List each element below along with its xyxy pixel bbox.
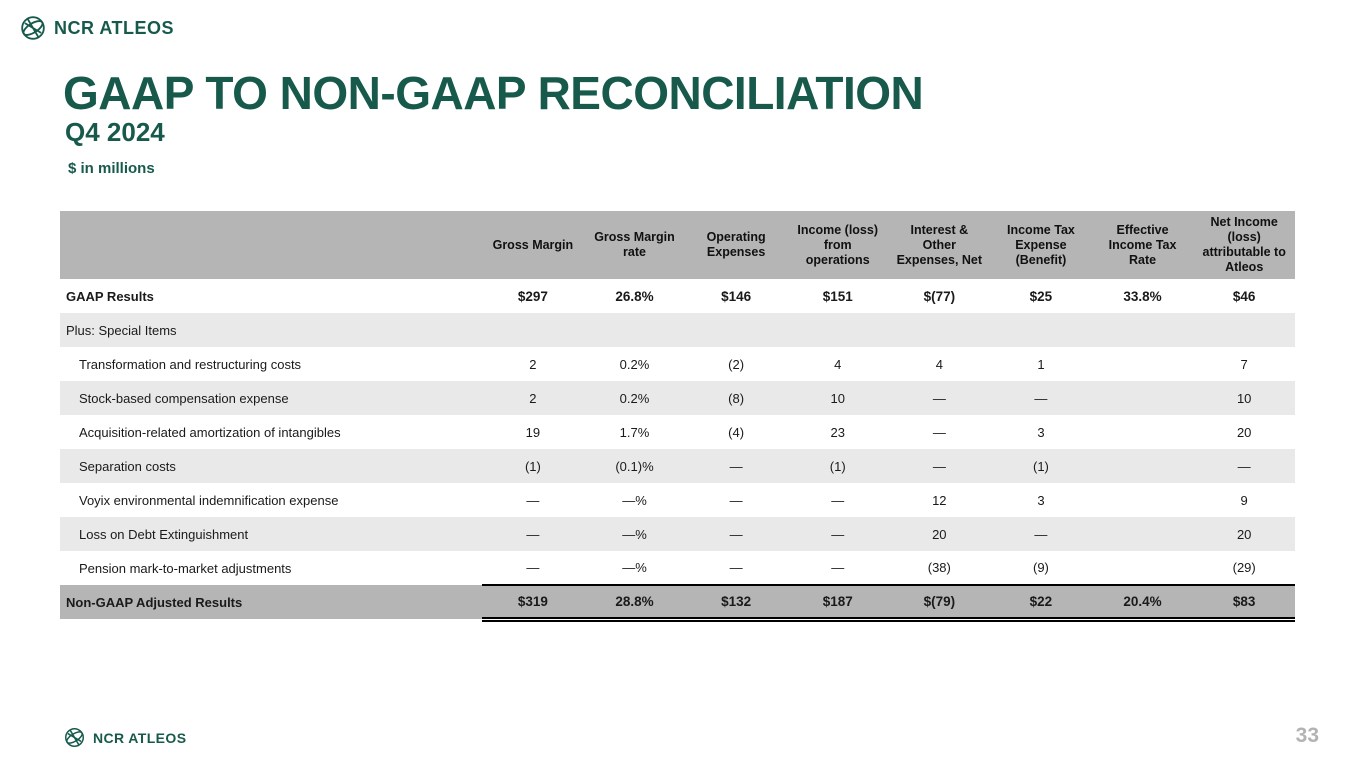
cell: (38) [927, 560, 951, 575]
row-label: GAAP Results [66, 288, 154, 304]
cell [584, 313, 686, 347]
page-title: GAAP TO NON-GAAP RECONCILIATION [63, 67, 924, 119]
cell [1092, 551, 1194, 585]
cell: (2) [728, 356, 745, 372]
cell: 1 [1037, 356, 1045, 372]
column-header: Gross Margin rate [584, 211, 686, 279]
row-label: Voyix environmental indemnification expense [79, 492, 339, 508]
cell: — [990, 517, 1092, 551]
brand-name: NCR ATLEOS [54, 17, 174, 38]
cell [990, 313, 1092, 347]
page-number: 33 [1295, 724, 1319, 747]
column-header: Gross Margin [482, 211, 584, 279]
table-row [60, 313, 1295, 347]
cell [1092, 483, 1194, 517]
row-label: Pension mark-to-market adjustments [79, 560, 292, 576]
cell: $146 [721, 288, 752, 304]
cell: — [889, 449, 991, 483]
row-label: Acquisition-related amortization of intangibles [79, 424, 341, 440]
cell: 19 [525, 424, 541, 440]
cell [1092, 381, 1194, 415]
cell: — [1193, 449, 1295, 483]
row-label: Loss on Debt Extinguishment [60, 517, 482, 551]
cell: $83 [1193, 585, 1295, 619]
cell [1092, 449, 1194, 483]
cell [1193, 313, 1295, 347]
cell: — [685, 449, 787, 483]
row-label: Stock-based compensation expense [60, 381, 482, 415]
brand-name: NCR ATLEOS [93, 729, 187, 746]
reconciliation-table [60, 211, 1295, 622]
cell: (1) [787, 449, 889, 483]
cell: —% [622, 492, 647, 508]
cell: 2 [482, 381, 584, 415]
reconciliation-table-wrap [60, 211, 1295, 622]
cell: — [685, 517, 787, 551]
table-row [60, 483, 1295, 517]
table-row [60, 279, 1295, 313]
cell: — [526, 560, 540, 575]
brand-logo-top [20, 15, 174, 41]
cell: (1) [990, 449, 1092, 483]
cell: $46 [1232, 288, 1256, 304]
cell: $151 [822, 288, 853, 304]
row-label: Non-GAAP Adjusted Results [60, 585, 482, 619]
cell [685, 313, 787, 347]
globe-icon [20, 15, 46, 41]
column-header: Net Income (loss) attributable to Atleos [1193, 211, 1295, 279]
cell: $187 [787, 585, 889, 619]
cell: $(77) [923, 288, 956, 304]
cell [1092, 517, 1194, 551]
cell: — [932, 424, 946, 440]
brand-logo-bottom [64, 727, 186, 748]
cell: 20 [1236, 424, 1252, 440]
cell: 26.8% [615, 288, 654, 304]
cell: — [889, 381, 991, 415]
cell: — [787, 517, 889, 551]
table-row [60, 347, 1295, 381]
table-row [60, 449, 1295, 483]
cell: 28.8% [584, 585, 686, 619]
cell: $25 [1029, 288, 1053, 304]
page-subtitle: Q4 2024 [65, 117, 165, 147]
cell [482, 313, 584, 347]
row-label: Transformation and restructuring costs [79, 356, 302, 372]
cell: — [831, 492, 845, 508]
row-label-column-header [60, 211, 482, 279]
cell: — [729, 560, 743, 575]
cell [1092, 313, 1194, 347]
table-row [60, 551, 1295, 585]
cell: 0.2% [619, 356, 650, 372]
cell: 20 [1193, 517, 1295, 551]
cell: (1) [482, 449, 584, 483]
table-row [60, 585, 1295, 619]
cell: $297 [517, 288, 548, 304]
cell: 9 [1240, 492, 1248, 508]
column-header: Income Tax Expense (Benefit) [990, 211, 1092, 279]
globe-icon [64, 727, 85, 748]
cell: (4) [728, 424, 745, 440]
cell: (0.1)% [584, 449, 686, 483]
cell: (9) [1032, 560, 1049, 575]
cell: 4 [935, 356, 943, 372]
cell: 7 [1240, 356, 1248, 372]
table-row [60, 415, 1295, 449]
cell: — [482, 517, 584, 551]
cell: —% [584, 517, 686, 551]
cell: 10 [1193, 381, 1295, 415]
column-header: Operating Expenses [685, 211, 787, 279]
cell: —% [622, 560, 647, 575]
cell: 1.7% [619, 424, 650, 440]
row-label: Plus: Special Items [60, 313, 482, 347]
cell [1092, 347, 1194, 381]
cell: 33.8% [1123, 288, 1162, 304]
cell [889, 313, 991, 347]
cell: (8) [685, 381, 787, 415]
cell: 12 [932, 492, 947, 508]
cell: 0.2% [584, 381, 686, 415]
cell: — [526, 492, 540, 508]
cell [1092, 415, 1194, 449]
cell: 10 [787, 381, 889, 415]
cell: $319 [482, 585, 584, 619]
column-header: Interest & Other Expenses, Net [889, 211, 991, 279]
cell [787, 313, 889, 347]
table-body [60, 279, 1295, 619]
cell: 23 [830, 424, 845, 440]
cell: 3 [1037, 492, 1045, 508]
cell: 20.4% [1092, 585, 1194, 619]
cell: — [990, 381, 1092, 415]
cell: $22 [990, 585, 1092, 619]
table-row [60, 517, 1295, 551]
row-label: Separation costs [60, 449, 482, 483]
cell: 2 [529, 356, 537, 372]
cell: 20 [889, 517, 991, 551]
units-label: $ in millions [68, 160, 155, 177]
cell: — [729, 492, 743, 508]
cell: $(79) [889, 585, 991, 619]
column-header: Effective Income Tax Rate [1092, 211, 1194, 279]
table-header-row [60, 211, 1295, 279]
cell: — [831, 560, 845, 575]
cell: (29) [1232, 560, 1256, 575]
cell: $132 [685, 585, 787, 619]
cell: 3 [1037, 424, 1045, 440]
column-header: Income (loss) from operations [787, 211, 889, 279]
cell: 4 [834, 356, 842, 372]
table-row [60, 381, 1295, 415]
